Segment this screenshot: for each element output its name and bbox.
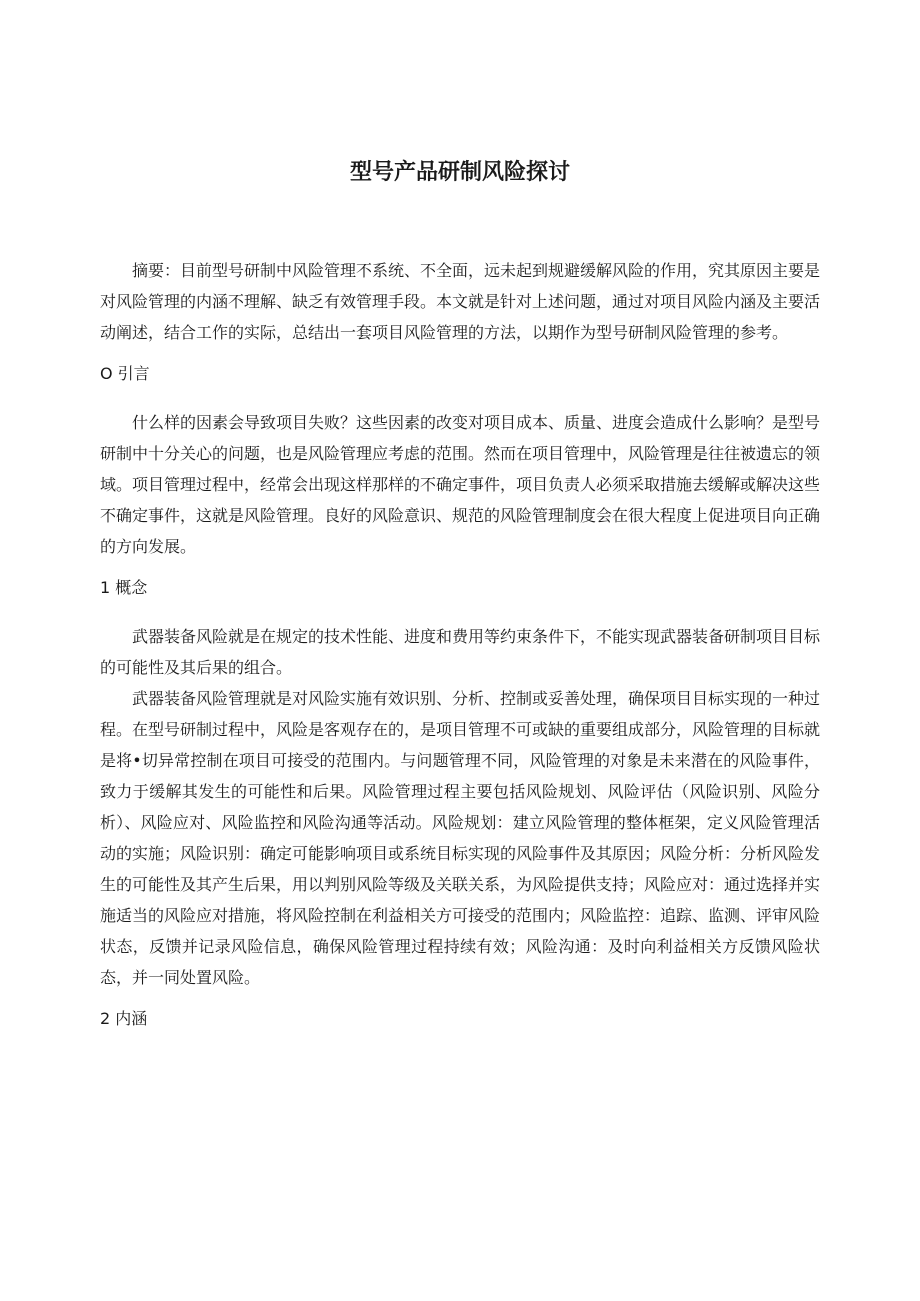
document-body: [100, 255, 820, 1034]
section-heading-concept: 1 概念: [100, 578, 148, 597]
concept-paragraph-1: 武器装备风险就是在规定的技术性能、进度和费用等约束条件下，不能实现武器装备研制项目目标的可能性及其后果的组合。: [100, 627, 821, 677]
spacer: [100, 603, 820, 621]
abstract-paragraph: 摘要：目前型号研制中风险管理不系统、不全面，远未起到规避缓解风险的作用，究其原因主要是对风险管理的内涵不理解、缺乏有效管理手段。本文就是针对上述问题，通过对项目风险内涵及主要活动阐述，结合工作的实际，总结出一套项目风险管理的方法，以期作为型号研制风险管理的参考。: [100, 261, 821, 342]
spacer: [100, 562, 820, 572]
spacer: [100, 993, 820, 1003]
spacer: [100, 389, 820, 407]
document-title: 型号产品研制风险探讨: [349, 160, 570, 185]
spacer: [100, 348, 820, 358]
section-heading-introduction: O 引言: [100, 364, 150, 383]
concept-paragraph-2: 武器装备风险管理就是对风险实施有效识别、分析、控制或妥善处理，确保项目目标实现的一种过程。在型号研制过程中，风险是客观存在的，是项目管理不可或缺的重要组成部分，风险管理的目标就是将•切异常控制在项目可接受的范围内。与问题管理不同，风险管理的对象是未来潜在的风险事件，致力于缓解其发生的可能性和后果。风险管理过程主要包括风险规划、风险评估（风险识别、风险分析）、风险应对、风险监控和风险沟通等活动。风险规划：建立风险管理的整体框架，定义风险管理活动的实施；风险识别：确定可能影响项目或系统目标实现的风险事件及其原因；风险分析：分析风险发生的可能性及其产生后果，用以判别风险等级及关联关系，为风险提供支持；风险应对：通过选择并实施适当的风险应对措施，将风险控制在利益相关方可接受的范围内；风险监控：追踪、监测、评审风险状态，反馈并记录风险信息，确保风险管理过程持续有效；风险沟通：及时向利益相关方反馈风险状态，并一同处置风险。: [100, 689, 821, 987]
section-heading-connotation: 2 内涵: [100, 1009, 148, 1028]
introduction-paragraph: 什么样的因素会导致项目失败？这些因素的改变对项目成本、质量、进度会造成什么影响？是型号研制中十分关心的问题，也是风险管理应考虑的范围。然而在项目管理中，风险管理是往往被遗忘的领域。项目管理过程中，经常会出现这样那样的不确定事件，项目负责人必须采取措施去缓解或解决这些不确定事件，这就是风险管理。良好的风险意识、规范的风险管理制度会在很大程度上促进项目向正确的方向发展。: [100, 413, 821, 556]
